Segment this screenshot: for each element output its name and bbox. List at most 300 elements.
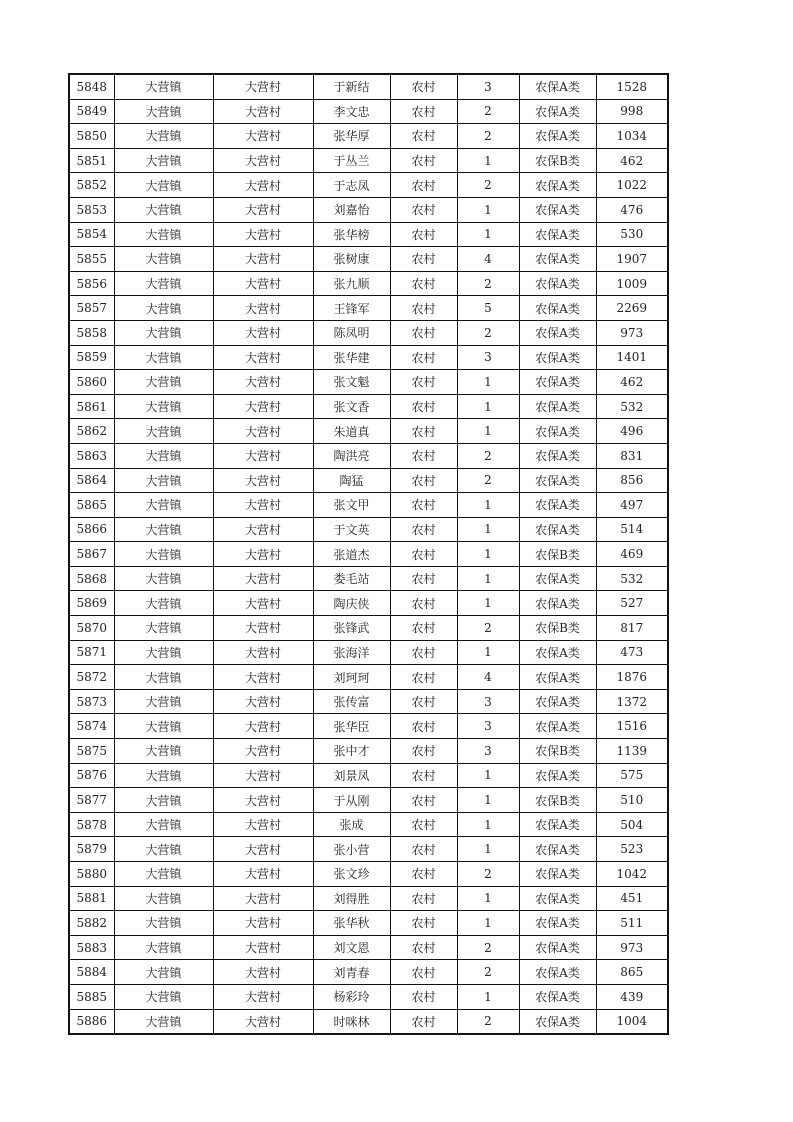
insurance-category-cell: 农保A类 xyxy=(519,99,596,124)
amount-cell: 1876 xyxy=(596,665,668,690)
family-size-cell: 4 xyxy=(457,665,519,690)
village-cell: 大营村 xyxy=(213,419,313,444)
row-number-cell: 5856 xyxy=(69,271,114,296)
insurance-category-cell: 农保A类 xyxy=(519,517,596,542)
town-cell: 大营镇 xyxy=(114,812,213,837)
amount-cell: 523 xyxy=(596,837,668,862)
household-type-cell: 农村 xyxy=(390,960,457,985)
village-cell: 大营村 xyxy=(213,148,313,173)
town-cell: 大营镇 xyxy=(114,591,213,616)
row-number-cell: 5870 xyxy=(69,616,114,641)
table-row xyxy=(69,197,668,222)
village-cell: 大营村 xyxy=(213,812,313,837)
table-row xyxy=(69,517,668,542)
family-size-cell: 1 xyxy=(457,370,519,395)
town-cell: 大营镇 xyxy=(114,566,213,591)
name-cell: 于新结 xyxy=(313,74,390,99)
town-cell: 大营镇 xyxy=(114,197,213,222)
family-size-cell: 4 xyxy=(457,247,519,272)
village-cell: 大营村 xyxy=(213,665,313,690)
family-size-cell: 3 xyxy=(457,345,519,370)
household-type-cell: 农村 xyxy=(390,640,457,665)
village-cell: 大营村 xyxy=(213,542,313,567)
family-size-cell: 2 xyxy=(457,320,519,345)
family-size-cell: 1 xyxy=(457,517,519,542)
name-cell: 杨彩玲 xyxy=(313,984,390,1009)
name-cell: 张海洋 xyxy=(313,640,390,665)
table-row xyxy=(69,271,668,296)
name-cell: 张传富 xyxy=(313,689,390,714)
table-row xyxy=(69,665,668,690)
table-row xyxy=(69,394,668,419)
table-row xyxy=(69,370,668,395)
household-type-cell: 农村 xyxy=(390,862,457,887)
town-cell: 大营镇 xyxy=(114,739,213,764)
household-type-cell: 农村 xyxy=(390,493,457,518)
amount-cell: 2269 xyxy=(596,296,668,321)
table-row xyxy=(69,173,668,198)
amount-cell: 1139 xyxy=(596,739,668,764)
town-cell: 大营镇 xyxy=(114,616,213,641)
row-number-cell: 5885 xyxy=(69,984,114,1009)
insurance-category-cell: 农保A类 xyxy=(519,173,596,198)
family-size-cell: 1 xyxy=(457,493,519,518)
insurance-category-cell: 农保A类 xyxy=(519,468,596,493)
name-cell: 张中才 xyxy=(313,739,390,764)
row-number-cell: 5881 xyxy=(69,886,114,911)
town-cell: 大营镇 xyxy=(114,247,213,272)
row-number-cell: 5882 xyxy=(69,911,114,936)
row-number-cell: 5876 xyxy=(69,763,114,788)
village-cell: 大营村 xyxy=(213,566,313,591)
town-cell: 大营镇 xyxy=(114,320,213,345)
family-size-cell: 1 xyxy=(457,148,519,173)
amount-cell: 473 xyxy=(596,640,668,665)
village-cell: 大营村 xyxy=(213,370,313,395)
family-size-cell: 1 xyxy=(457,911,519,936)
name-cell: 张道杰 xyxy=(313,542,390,567)
town-cell: 大营镇 xyxy=(114,886,213,911)
insurance-category-cell: 农保A类 xyxy=(519,370,596,395)
household-type-cell: 农村 xyxy=(390,911,457,936)
household-type-cell: 农村 xyxy=(390,812,457,837)
name-cell: 张文甲 xyxy=(313,493,390,518)
household-type-cell: 农村 xyxy=(390,1009,457,1034)
insurance-category-cell: 农保A类 xyxy=(519,419,596,444)
row-number-cell: 5850 xyxy=(69,124,114,149)
row-number-cell: 5865 xyxy=(69,493,114,518)
town-cell: 大营镇 xyxy=(114,148,213,173)
family-size-cell: 1 xyxy=(457,222,519,247)
household-type-cell: 农村 xyxy=(390,616,457,641)
insurance-category-cell: 农保A类 xyxy=(519,665,596,690)
village-cell: 大营村 xyxy=(213,1009,313,1034)
family-size-cell: 1 xyxy=(457,394,519,419)
insurance-category-cell: 农保A类 xyxy=(519,443,596,468)
town-cell: 大营镇 xyxy=(114,517,213,542)
row-number-cell: 5862 xyxy=(69,419,114,444)
insurance-category-cell: 农保A类 xyxy=(519,812,596,837)
household-type-cell: 农村 xyxy=(390,739,457,764)
town-cell: 大营镇 xyxy=(114,714,213,739)
village-cell: 大营村 xyxy=(213,247,313,272)
row-number-cell: 5877 xyxy=(69,788,114,813)
village-cell: 大营村 xyxy=(213,468,313,493)
household-type-cell: 农村 xyxy=(390,689,457,714)
amount-cell: 497 xyxy=(596,493,668,518)
household-type-cell: 农村 xyxy=(390,74,457,99)
insurance-category-cell: 农保A类 xyxy=(519,247,596,272)
village-cell: 大营村 xyxy=(213,197,313,222)
family-size-cell: 1 xyxy=(457,788,519,813)
town-cell: 大营镇 xyxy=(114,271,213,296)
town-cell: 大营镇 xyxy=(114,689,213,714)
amount-cell: 496 xyxy=(596,419,668,444)
insurance-category-cell: 农保B类 xyxy=(519,148,596,173)
name-cell: 张锋武 xyxy=(313,616,390,641)
village-cell: 大营村 xyxy=(213,960,313,985)
row-number-cell: 5872 xyxy=(69,665,114,690)
family-size-cell: 1 xyxy=(457,640,519,665)
town-cell: 大营镇 xyxy=(114,1009,213,1034)
household-type-cell: 农村 xyxy=(390,99,457,124)
town-cell: 大营镇 xyxy=(114,542,213,567)
row-number-cell: 5879 xyxy=(69,837,114,862)
name-cell: 时咪林 xyxy=(313,1009,390,1034)
village-cell: 大营村 xyxy=(213,935,313,960)
town-cell: 大营镇 xyxy=(114,370,213,395)
household-type-cell: 农村 xyxy=(390,886,457,911)
insurance-category-cell: 农保A类 xyxy=(519,296,596,321)
village-cell: 大营村 xyxy=(213,443,313,468)
amount-cell: 998 xyxy=(596,99,668,124)
household-type-cell: 农村 xyxy=(390,148,457,173)
name-cell: 刘景凤 xyxy=(313,763,390,788)
household-type-cell: 农村 xyxy=(390,419,457,444)
name-cell: 张华厚 xyxy=(313,124,390,149)
family-size-cell: 2 xyxy=(457,443,519,468)
table-row xyxy=(69,862,668,887)
town-cell: 大营镇 xyxy=(114,911,213,936)
household-type-cell: 农村 xyxy=(390,320,457,345)
family-size-cell: 1 xyxy=(457,812,519,837)
insurance-category-cell: 农保A类 xyxy=(519,345,596,370)
family-size-cell: 2 xyxy=(457,862,519,887)
village-cell: 大营村 xyxy=(213,320,313,345)
family-size-cell: 3 xyxy=(457,714,519,739)
household-type-cell: 农村 xyxy=(390,296,457,321)
insurance-category-cell: 农保B类 xyxy=(519,542,596,567)
row-number-cell: 5854 xyxy=(69,222,114,247)
household-type-cell: 农村 xyxy=(390,271,457,296)
row-number-cell: 5864 xyxy=(69,468,114,493)
insurance-category-cell: 农保A类 xyxy=(519,493,596,518)
name-cell: 刘文恩 xyxy=(313,935,390,960)
village-cell: 大营村 xyxy=(213,296,313,321)
town-cell: 大营镇 xyxy=(114,443,213,468)
amount-cell: 1022 xyxy=(596,173,668,198)
family-size-cell: 2 xyxy=(457,173,519,198)
amount-cell: 856 xyxy=(596,468,668,493)
insurance-category-cell: 农保A类 xyxy=(519,837,596,862)
village-cell: 大营村 xyxy=(213,394,313,419)
name-cell: 张华臣 xyxy=(313,714,390,739)
table-row xyxy=(69,935,668,960)
table-row xyxy=(69,739,668,764)
family-size-cell: 3 xyxy=(457,74,519,99)
row-number-cell: 5886 xyxy=(69,1009,114,1034)
town-cell: 大营镇 xyxy=(114,493,213,518)
table-row xyxy=(69,296,668,321)
insurance-category-cell: 农保A类 xyxy=(519,1009,596,1034)
table-row xyxy=(69,148,668,173)
village-cell: 大营村 xyxy=(213,837,313,862)
family-size-cell: 1 xyxy=(457,542,519,567)
name-cell: 张树康 xyxy=(313,247,390,272)
insurance-category-cell: 农保B类 xyxy=(519,616,596,641)
household-type-cell: 农村 xyxy=(390,443,457,468)
village-cell: 大营村 xyxy=(213,222,313,247)
table-row xyxy=(69,468,668,493)
amount-cell: 527 xyxy=(596,591,668,616)
table-row xyxy=(69,345,668,370)
town-cell: 大营镇 xyxy=(114,960,213,985)
family-size-cell: 2 xyxy=(457,935,519,960)
table-row xyxy=(69,493,668,518)
household-type-cell: 农村 xyxy=(390,173,457,198)
household-type-cell: 农村 xyxy=(390,197,457,222)
name-cell: 于文英 xyxy=(313,517,390,542)
household-type-cell: 农村 xyxy=(390,714,457,739)
table-row xyxy=(69,763,668,788)
amount-cell: 1907 xyxy=(596,247,668,272)
village-cell: 大营村 xyxy=(213,173,313,198)
name-cell: 张小营 xyxy=(313,837,390,862)
household-type-cell: 农村 xyxy=(390,984,457,1009)
town-cell: 大营镇 xyxy=(114,665,213,690)
table-row xyxy=(69,837,668,862)
insurance-category-cell: 农保A类 xyxy=(519,197,596,222)
row-number-cell: 5852 xyxy=(69,173,114,198)
table-row xyxy=(69,689,668,714)
household-type-cell: 农村 xyxy=(390,517,457,542)
row-number-cell: 5858 xyxy=(69,320,114,345)
amount-cell: 1042 xyxy=(596,862,668,887)
family-size-cell: 1 xyxy=(457,886,519,911)
amount-cell: 973 xyxy=(596,320,668,345)
amount-cell: 973 xyxy=(596,935,668,960)
name-cell: 于从刚 xyxy=(313,788,390,813)
insurance-category-cell: 农保A类 xyxy=(519,886,596,911)
row-number-cell: 5861 xyxy=(69,394,114,419)
amount-cell: 439 xyxy=(596,984,668,1009)
row-number-cell: 5848 xyxy=(69,74,114,99)
village-cell: 大营村 xyxy=(213,345,313,370)
household-type-cell: 农村 xyxy=(390,247,457,272)
name-cell: 张成 xyxy=(313,812,390,837)
family-size-cell: 2 xyxy=(457,616,519,641)
row-number-cell: 5871 xyxy=(69,640,114,665)
table-row xyxy=(69,640,668,665)
family-size-cell: 1 xyxy=(457,591,519,616)
family-size-cell: 2 xyxy=(457,1009,519,1034)
amount-cell: 1372 xyxy=(596,689,668,714)
row-number-cell: 5860 xyxy=(69,370,114,395)
family-size-cell: 1 xyxy=(457,566,519,591)
table-row xyxy=(69,419,668,444)
insurance-category-cell: 农保B类 xyxy=(519,788,596,813)
family-size-cell: 1 xyxy=(457,419,519,444)
name-cell: 张文魁 xyxy=(313,370,390,395)
name-cell: 陶庆侠 xyxy=(313,591,390,616)
village-cell: 大营村 xyxy=(213,124,313,149)
amount-cell: 469 xyxy=(596,542,668,567)
row-number-cell: 5853 xyxy=(69,197,114,222)
insurance-category-cell: 农保A类 xyxy=(519,320,596,345)
village-cell: 大营村 xyxy=(213,74,313,99)
amount-cell: 510 xyxy=(596,788,668,813)
table-row xyxy=(69,1009,668,1034)
amount-cell: 1528 xyxy=(596,74,668,99)
name-cell: 于志凤 xyxy=(313,173,390,198)
family-size-cell: 1 xyxy=(457,984,519,1009)
town-cell: 大营镇 xyxy=(114,984,213,1009)
town-cell: 大营镇 xyxy=(114,74,213,99)
village-cell: 大营村 xyxy=(213,591,313,616)
insurance-category-cell: 农保A类 xyxy=(519,862,596,887)
table-row xyxy=(69,812,668,837)
name-cell: 李文忠 xyxy=(313,99,390,124)
row-number-cell: 5851 xyxy=(69,148,114,173)
row-number-cell: 5880 xyxy=(69,862,114,887)
town-cell: 大营镇 xyxy=(114,837,213,862)
table-row xyxy=(69,247,668,272)
amount-cell: 1401 xyxy=(596,345,668,370)
name-cell: 朱道真 xyxy=(313,419,390,444)
row-number-cell: 5873 xyxy=(69,689,114,714)
insurance-category-cell: 农保A类 xyxy=(519,74,596,99)
household-type-cell: 农村 xyxy=(390,124,457,149)
table-row xyxy=(69,591,668,616)
family-size-cell: 1 xyxy=(457,763,519,788)
table-row xyxy=(69,788,668,813)
amount-cell: 1004 xyxy=(596,1009,668,1034)
town-cell: 大营镇 xyxy=(114,124,213,149)
village-cell: 大营村 xyxy=(213,271,313,296)
row-number-cell: 5868 xyxy=(69,566,114,591)
insurance-category-cell: 农保B类 xyxy=(519,739,596,764)
table-row xyxy=(69,74,668,99)
amount-cell: 476 xyxy=(596,197,668,222)
name-cell: 张华秋 xyxy=(313,911,390,936)
table-row xyxy=(69,984,668,1009)
household-type-cell: 农村 xyxy=(390,665,457,690)
table-row xyxy=(69,222,668,247)
name-cell: 陶猛 xyxy=(313,468,390,493)
name-cell: 王锋军 xyxy=(313,296,390,321)
name-cell: 陈凤明 xyxy=(313,320,390,345)
village-cell: 大营村 xyxy=(213,99,313,124)
row-number-cell: 5859 xyxy=(69,345,114,370)
household-type-cell: 农村 xyxy=(390,837,457,862)
village-cell: 大营村 xyxy=(213,689,313,714)
household-type-cell: 农村 xyxy=(390,788,457,813)
name-cell: 张华建 xyxy=(313,345,390,370)
row-number-cell: 5884 xyxy=(69,960,114,985)
amount-cell: 1516 xyxy=(596,714,668,739)
town-cell: 大营镇 xyxy=(114,763,213,788)
household-type-cell: 农村 xyxy=(390,394,457,419)
row-number-cell: 5866 xyxy=(69,517,114,542)
family-size-cell: 2 xyxy=(457,271,519,296)
table-row xyxy=(69,320,668,345)
village-cell: 大营村 xyxy=(213,984,313,1009)
household-type-cell: 农村 xyxy=(390,566,457,591)
village-cell: 大营村 xyxy=(213,493,313,518)
table-row xyxy=(69,124,668,149)
town-cell: 大营镇 xyxy=(114,99,213,124)
village-cell: 大营村 xyxy=(213,739,313,764)
village-cell: 大营村 xyxy=(213,911,313,936)
row-number-cell: 5883 xyxy=(69,935,114,960)
insurance-category-cell: 农保A类 xyxy=(519,394,596,419)
family-size-cell: 3 xyxy=(457,689,519,714)
household-type-cell: 农村 xyxy=(390,222,457,247)
table-row xyxy=(69,616,668,641)
village-cell: 大营村 xyxy=(213,862,313,887)
town-cell: 大营镇 xyxy=(114,935,213,960)
table-row xyxy=(69,714,668,739)
name-cell: 娄毛站 xyxy=(313,566,390,591)
family-size-cell: 2 xyxy=(457,99,519,124)
amount-cell: 511 xyxy=(596,911,668,936)
amount-cell: 1034 xyxy=(596,124,668,149)
household-type-cell: 农村 xyxy=(390,468,457,493)
village-cell: 大营村 xyxy=(213,886,313,911)
amount-cell: 865 xyxy=(596,960,668,985)
row-number-cell: 5867 xyxy=(69,542,114,567)
household-type-cell: 农村 xyxy=(390,935,457,960)
insurance-category-cell: 农保A类 xyxy=(519,911,596,936)
family-size-cell: 3 xyxy=(457,739,519,764)
amount-cell: 831 xyxy=(596,443,668,468)
insurance-category-cell: 农保A类 xyxy=(519,984,596,1009)
name-cell: 刘青春 xyxy=(313,960,390,985)
insurance-category-cell: 农保A类 xyxy=(519,640,596,665)
amount-cell: 462 xyxy=(596,148,668,173)
town-cell: 大营镇 xyxy=(114,788,213,813)
household-type-cell: 农村 xyxy=(390,370,457,395)
name-cell: 张文珍 xyxy=(313,862,390,887)
row-number-cell: 5849 xyxy=(69,99,114,124)
amount-cell: 462 xyxy=(596,370,668,395)
table-row xyxy=(69,542,668,567)
household-type-cell: 农村 xyxy=(390,542,457,567)
family-size-cell: 2 xyxy=(457,960,519,985)
row-number-cell: 5869 xyxy=(69,591,114,616)
insurance-category-cell: 农保A类 xyxy=(519,714,596,739)
amount-cell: 532 xyxy=(596,566,668,591)
town-cell: 大营镇 xyxy=(114,222,213,247)
insurance-category-cell: 农保A类 xyxy=(519,124,596,149)
table-row xyxy=(69,960,668,985)
name-cell: 张华榜 xyxy=(313,222,390,247)
table-row xyxy=(69,99,668,124)
amount-cell: 575 xyxy=(596,763,668,788)
name-cell: 刘得胜 xyxy=(313,886,390,911)
name-cell: 刘嘉怡 xyxy=(313,197,390,222)
village-cell: 大营村 xyxy=(213,714,313,739)
